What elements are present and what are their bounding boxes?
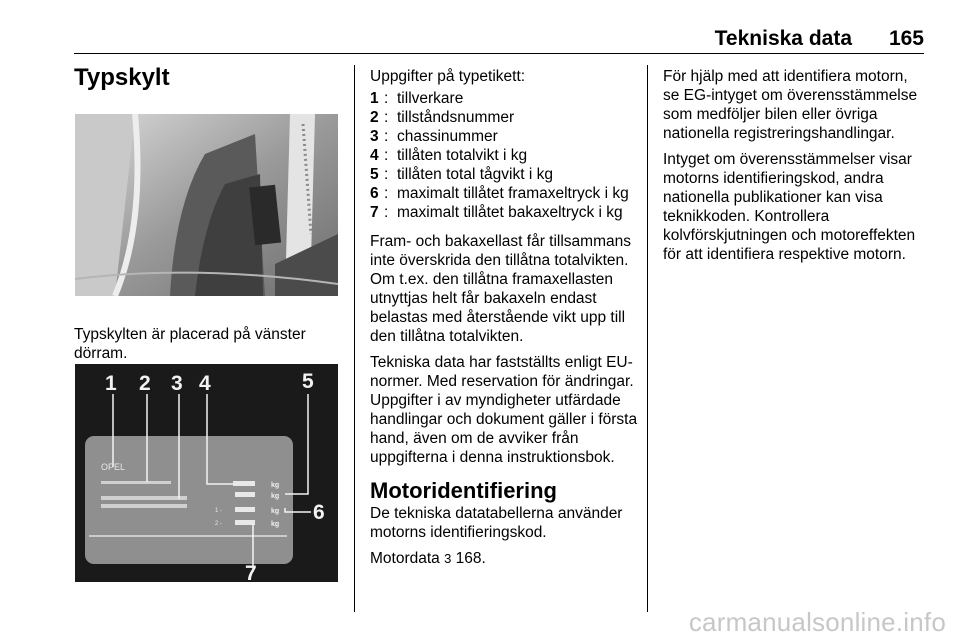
list-item: 1 : tillverkare bbox=[370, 89, 638, 108]
eu-norm-paragraph: Tekniska data har fastställts enligt EU-normer. Med reservation för ändringar. Uppgifter i av myndigheter utfärdade handlingar och dokument gäller i första hand, även om de avviker från uppgifterna i denna instruktionsbok. bbox=[370, 354, 638, 466]
engine-data-reference[interactable] bbox=[370, 549, 638, 568]
reference-page: 168. bbox=[455, 550, 486, 567]
plate-brand: OPEL bbox=[101, 462, 126, 472]
callout-1: 1 bbox=[105, 372, 117, 395]
door-pillar-photo bbox=[75, 114, 338, 296]
list-number: 3 bbox=[370, 128, 379, 145]
plate-unit-4: kg bbox=[271, 521, 280, 528]
section-title: Tekniska data bbox=[714, 27, 852, 50]
list-text: tillåten totalvikt i kg bbox=[397, 147, 528, 164]
axle-load-paragraph: Fram- och bakaxellast får tillsammans inte överskrida den tillåtna totalvikten. Om t.ex. den tillåtna framaxellasten utnyttjas helt får bakaxeln endast belastas med återstående vikt upp till den tillåtna totalvikten. bbox=[370, 233, 631, 345]
engine-id-paragraph: De tekniska datatabellerna använder motorns identifieringskod. bbox=[370, 505, 623, 541]
plate-unit-2: kg bbox=[271, 493, 280, 500]
watermark: carmanualsonline.info bbox=[688, 607, 946, 637]
list-item: 7 : maximalt tillåtet bakaxeltryck i kg bbox=[370, 203, 638, 222]
list-text: maximalt tillåtet framaxeltryck i kg bbox=[397, 185, 629, 202]
column-divider-left bbox=[354, 65, 355, 612]
list-number: 5 bbox=[370, 166, 379, 183]
eg-certificate-paragraph: För hjälp med att identifiera motorn, se EG-intyget om överensstämmelse som medföljer bilen eller övriga nationella registreringshandlingar. bbox=[663, 68, 918, 142]
section-heading: Typskylt bbox=[74, 64, 170, 91]
reference-arrow-icon: 3 bbox=[444, 551, 452, 566]
right-column bbox=[663, 67, 925, 271]
list-item: 3 : chassinummer bbox=[370, 127, 638, 146]
callout-2: 2 bbox=[139, 372, 151, 395]
middle-column bbox=[370, 67, 638, 575]
list-intro: Uppgifter på typetikett: bbox=[370, 68, 526, 85]
photo-caption: Typskylten är placerad på vänster dörram. bbox=[74, 326, 306, 362]
plate-unit-3: kg bbox=[271, 508, 280, 515]
plate-axle-1: 1 - bbox=[215, 508, 223, 514]
list-number: 2 bbox=[370, 109, 379, 126]
callout-3: 3 bbox=[171, 372, 183, 395]
type-label-diagram bbox=[75, 364, 338, 582]
engine-id-heading: Motoridentifiering bbox=[370, 478, 557, 503]
list-text: tillåten total tågvikt i kg bbox=[397, 166, 553, 183]
list-text: tillståndsnummer bbox=[397, 109, 515, 126]
callout-5: 5 bbox=[302, 370, 314, 393]
column-divider-right bbox=[647, 65, 648, 612]
list-item: 2 : tillståndsnummer bbox=[370, 108, 638, 127]
list-item: 5 : tillåten total tågvikt i kg bbox=[370, 165, 638, 184]
callout-7: 7 bbox=[245, 562, 257, 582]
plate-axle-2: 2 - bbox=[215, 521, 223, 527]
plate-unit-1: kg bbox=[271, 482, 280, 489]
page-number: 165 bbox=[888, 27, 924, 50]
conformity-paragraph: Intyget om överensstämmelser visar motorns identifieringskod, andra nationella publikationer kan visa teknikkoden. Kontrollera kolvförskjutningen och motoreffekten för att identifiera respektive motorn. bbox=[663, 151, 916, 263]
callout-6: 6 bbox=[313, 501, 325, 524]
callout-4: 4 bbox=[199, 372, 211, 395]
page-header bbox=[0, 27, 960, 51]
list-number: 4 bbox=[370, 147, 379, 164]
header-divider bbox=[74, 53, 924, 54]
list-number: 6 bbox=[370, 185, 379, 202]
list-number: 1 bbox=[370, 90, 379, 107]
list-number: 7 bbox=[370, 204, 379, 221]
list-text: chassinummer bbox=[397, 128, 498, 145]
list-item: 4 : tillåten totalvikt i kg bbox=[370, 146, 638, 165]
list-item: 6 : maximalt tillåtet framaxeltryck i kg bbox=[370, 184, 638, 203]
reference-label: Motordata bbox=[370, 550, 440, 567]
list-text: maximalt tillåtet bakaxeltryck i kg bbox=[397, 204, 623, 221]
list-text: tillverkare bbox=[397, 90, 464, 107]
spec-list bbox=[370, 89, 638, 222]
